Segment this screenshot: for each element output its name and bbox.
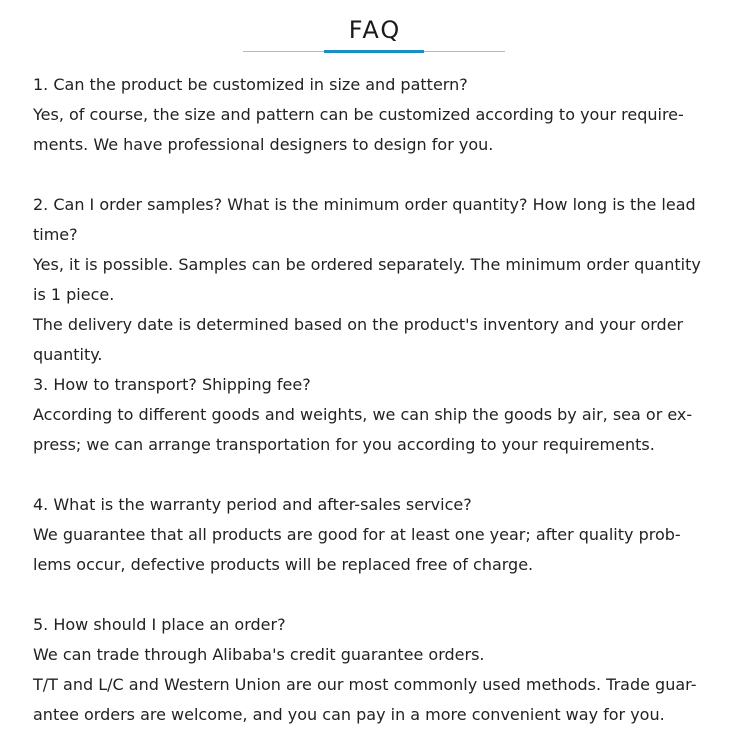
faq-answer-line: press; we can arrange transportation for you according to your requirements.	[33, 435, 655, 454]
faq-answer-line: is 1 piece.	[33, 285, 115, 304]
faq-item-1	[33, 70, 733, 160]
faq-answer-line: We guarantee that all products are good for at least one year; after quality prob-	[33, 525, 681, 544]
faq-item-4	[33, 490, 733, 580]
faq-question: time?	[33, 225, 78, 244]
faq-item-2	[33, 190, 733, 370]
faq-answer-line: Yes, it is possible. Samples can be ordered separately. The minimum order quantity	[33, 255, 701, 274]
faq-answer-line: We can trade through Alibaba's credit guarantee orders.	[33, 645, 485, 664]
faq-spacer	[33, 580, 733, 610]
faq-list	[33, 70, 733, 730]
faq-question: 2. Can I order samples? What is the minimum order quantity? How long is the lead	[33, 195, 696, 214]
faq-question: 5. How should I place an order?	[33, 615, 286, 634]
faq-item-5	[33, 610, 733, 730]
faq-header	[0, 14, 750, 46]
faq-answer-line: antee orders are welcome, and you can pay in a more convenient way for you.	[33, 705, 665, 724]
title-underline	[243, 50, 505, 54]
faq-answer-line: quantity.	[33, 345, 103, 364]
faq-question: 3. How to transport? Shipping fee?	[33, 375, 311, 394]
faq-question: 4. What is the warranty period and after-sales service?	[33, 495, 472, 514]
page-title: FAQ	[348, 16, 402, 44]
faq-answer-line: T/T and L/C and Western Union are our most commonly used methods. Trade guar-	[33, 675, 697, 694]
faq-answer-line: Yes, of course, the size and pattern can be customized according to your require-	[33, 105, 684, 124]
faq-spacer	[33, 460, 733, 490]
faq-spacer	[33, 160, 733, 190]
faq-answer-line: lems occur, defective products will be replaced free of charge.	[33, 555, 534, 574]
faq-answer-line: According to different goods and weights, we can ship the goods by air, sea or ex-	[33, 405, 693, 424]
title-underline-accent	[324, 50, 424, 53]
faq-answer-line: ments. We have professional designers to design for you.	[33, 135, 494, 154]
faq-item-3	[33, 370, 733, 460]
faq-answer-line: The delivery date is determined based on the product's inventory and your order	[33, 315, 684, 334]
faq-question: 1. Can the product be customized in size and pattern?	[33, 75, 468, 94]
